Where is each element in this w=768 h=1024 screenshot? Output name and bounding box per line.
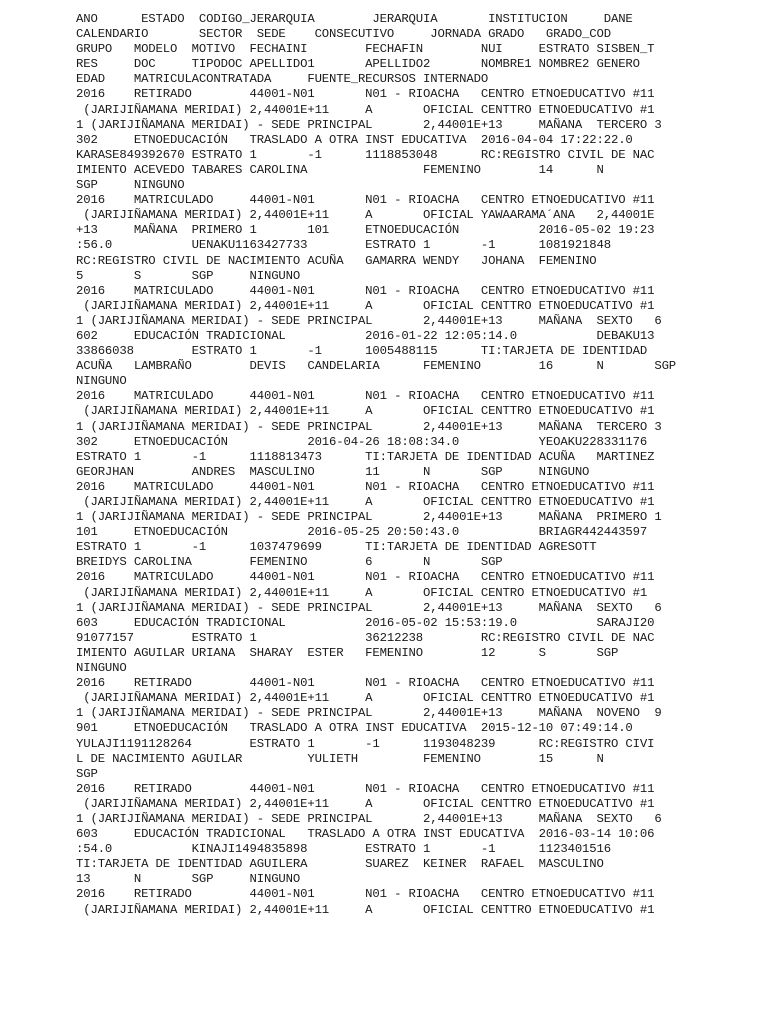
text-line: YULAJI1191128264 ESTRATO 1 -1 1193048239 RC:REGISTRO CIVI [76,736,655,751]
text-line: ESTRATO 1 -1 1037479699 TI:TARJETA DE IDENTIDAD AGRESOTT [76,540,597,555]
text-line: EDAD MATRICULACONTRATADA FUENTE_RECURSOS INTERNADO [76,72,489,87]
text-line: 602 EDUCACIÓN TRADICIONAL 2016-01-22 12:05:14.0 DEBAKU13 [76,328,655,343]
text-line: GRUPO MODELO MOTIVO FECHAINI FECHAFIN NUI ESTRATO SISBEN_T [76,42,655,57]
text-line: (JARIJIÑAMANA MERIDAI) 2,44001E+11 A OFICIAL CENTTRO ETNOEDUCATIVO #1 [76,495,655,509]
text-line: :54.0 KINAJI1494835898 ESTRATO 1 -1 1123401516 [76,842,611,857]
text-line: 2016 MATRICULADO 44001-N01 N01 - RIOACHA CENTRO ETNOEDUCATIVO #11 [76,283,655,298]
text-line: (JARIJIÑAMANA MERIDAI) 2,44001E+11 A OFICIAL CENTTRO ETNOEDUCATIVO #1 [76,298,655,313]
text-line: 1 (JARIJIÑAMANA MERIDAI) - SEDE PRINCIPAL 2,44001E+13 MAÑANA SEXTO 6 [76,600,662,615]
text-line: NINGUNO [76,374,127,389]
text-line: IMIENTO ACEVEDO TABARES CAROLINA FEMENINO 14 N [76,162,604,177]
text-line: 1 (JARIJIÑAMANA MERIDAI) - SEDE PRINCIPAL 2,44001E+13 MAÑANA NOVENO 9 [76,706,662,721]
text-line: (JARIJIÑAMANA MERIDAI) 2,44001E+11 A OFICIAL YAWAARAMA´ANA 2,44001E [76,208,655,223]
text-line: 901 ETNOEDUCACIÓN TRASLADO A OTRA INST EDUCATIVA 2015-12-10 07:49:14.0 [76,721,633,736]
text-line: (JARIJIÑAMANA MERIDAI) 2,44001E+11 A OFICIAL CENTTRO ETNOEDUCATIVO #1 [76,796,655,811]
text-line: 91077157 ESTRATO 1 36212238 RC:REGISTRO CIVIL DE NAC [76,630,655,645]
text-line: 33866038 ESTRATO 1 -1 1005488115 TI:TARJETA DE IDENTIDAD [76,344,648,359]
text-line: 2016 MATRICULADO 44001-N01 N01 - RIOACHA CENTRO ETNOEDUCATIVO #11 [76,479,655,494]
text-line: 1 (JARIJIÑAMANA MERIDAI) - SEDE PRINCIPAL 2,44001E+13 MAÑANA SEXTO 6 [76,313,662,328]
text-line: +13 MAÑANA PRIMERO 1 101 ETNOEDUCACIÓN 2016-05-02 19:23 [76,223,655,238]
document-body [76,12,756,918]
text-line: (JARIJIÑAMANA MERIDAI) 2,44001E+11 A OFICIAL CENTTRO ETNOEDUCATIVO #1 [76,102,655,117]
text-line: 2016 MATRICULADO 44001-N01 N01 - RIOACHA CENTRO ETNOEDUCATIVO #11 [76,389,655,404]
text-line: 603 EDUCACIÓN TRADICIONAL 2016-05-02 15:53:19.0 SARAJI20 [76,615,655,630]
text-line: RES DOC TIPODOC APELLIDO1 APELLIDO2 NOMBRE1 NOMBRE2 GENERO [76,57,640,72]
text-line: (JARIJIÑAMANA MERIDAI) 2,44001E+11 A OFICIAL CENTTRO ETNOEDUCATIVO #1 [76,902,655,917]
text-line: ESTRATO 1 -1 1118813473 TI:TARJETA DE IDENTIDAD ACUÑA MARTINEZ [76,449,655,464]
text-line: IMIENTO AGUILAR URIANA SHARAY ESTER FEMENINO 12 S SGP [76,645,619,660]
text-line: SGP [76,766,98,781]
text-line: 302 ETNOEDUCACIÓN 2016-04-26 18:08:34.0 YEOAKU228331176 [76,434,648,449]
text-line: 302 ETNOEDUCACIÓN TRASLADO A OTRA INST EDUCATIVA 2016-04-04 17:22:22.0 [76,132,633,147]
text-line: 13 N SGP NINGUNO [76,872,301,887]
text-line: 2016 RETIRADO 44001-N01 N01 - RIOACHA CENTRO ETNOEDUCATIVO #11 [76,887,655,902]
text-line: TI:TARJETA DE IDENTIDAD AGUILERA SUAREZ KEINER RAFAEL MASCULINO [76,857,604,872]
text-line: ACUÑA LAMBRAÑO DEVIS CANDELARIA FEMENINO 16 N SGP [76,359,677,374]
text-line: 5 S SGP NINGUNO [76,268,301,283]
text-line: (JARIJIÑAMANA MERIDAI) 2,44001E+11 A OFICIAL CENTRO ETNOEDUCATIVO #1 [76,585,648,600]
text-line: 2016 MATRICULADO 44001-N01 N01 - RIOACHA CENTRO ETNOEDUCATIVO #11 [76,193,655,208]
text-line: 2016 MATRICULADO 44001-N01 N01 - RIOACHA CENTRO ETNOEDUCATIVO #11 [76,570,655,585]
text-line: RC:REGISTRO CIVIL DE NACIMIENTO ACUÑA GAMARRA WENDY JOHANA FEMENINO [76,253,597,268]
text-line: 1 (JARIJIÑAMANA MERIDAI) - SEDE PRINCIPAL 2,44001E+13 MAÑANA TERCERO 3 [76,117,662,132]
text-line: (JARIJIÑAMANA MERIDAI) 2,44001E+11 A OFICIAL CENTTRO ETNOEDUCATIVO #1 [76,404,655,419]
text-line: BREIDYS CAROLINA FEMENINO 6 N SGP [76,555,503,570]
text-line: L DE NACIMIENTO AGUILAR YULIETH FEMENINO 15 N [76,751,604,766]
text-line: (JARIJIÑAMANA MERIDAI) 2,44001E+11 A OFICIAL CENTTRO ETNOEDUCATIVO #1 [76,691,655,706]
text-line: ANO ESTADO CODIGO_JERARQUIA JERARQUIA INSTITUCION DANE [76,12,633,26]
text-line: NINGUNO [76,661,127,676]
text-line: 603 EDUCACIÓN TRADICIONAL TRASLADO A OTRA INST EDUCATIVA 2016-03-14 10:06 [76,827,655,842]
text-line: 1 (JARIJIÑAMANA MERIDAI) - SEDE PRINCIPAL 2,44001E+13 MAÑANA TERCERO 3 [76,419,662,434]
text-line: :56.0 UENAKU1163427733 ESTRATO 1 -1 1081921848 [76,238,611,253]
text-line: GEORJHAN ANDRES MASCULINO 11 N SGP NINGUNO [76,464,590,479]
text-line: 1 (JARIJIÑAMANA MERIDAI) - SEDE PRINCIPAL 2,44001E+13 MAÑANA SEXTO 6 [76,811,662,826]
text-line: KARASE849392670 ESTRATO 1 -1 1118853048 RC:REGISTRO CIVIL DE NAC [76,147,655,162]
text-line: CALENDARIO SECTOR SEDE CONSECUTIVO JORNADA GRADO GRADO_COD [76,27,611,42]
text-line: SGP NINGUNO [76,178,185,193]
text-line: 2016 RETIRADO 44001-N01 N01 - RIOACHA CENTRO ETNOEDUCATIVO #11 [76,676,655,691]
text-line: 2016 RETIRADO 44001-N01 N01 - RIOACHA CENTRO ETNOEDUCATIVO #11 [76,87,655,102]
text-line: 101 ETNOEDUCACIÓN 2016-05-25 20:50:43.0 BRIAGR442443597 [76,525,648,540]
text-line: 1 (JARIJIÑAMANA MERIDAI) - SEDE PRINCIPAL 2,44001E+13 MAÑANA PRIMERO 1 [76,510,662,525]
text-line: 2016 RETIRADO 44001-N01 N01 - RIOACHA CENTRO ETNOEDUCATIVO #11 [76,781,655,796]
